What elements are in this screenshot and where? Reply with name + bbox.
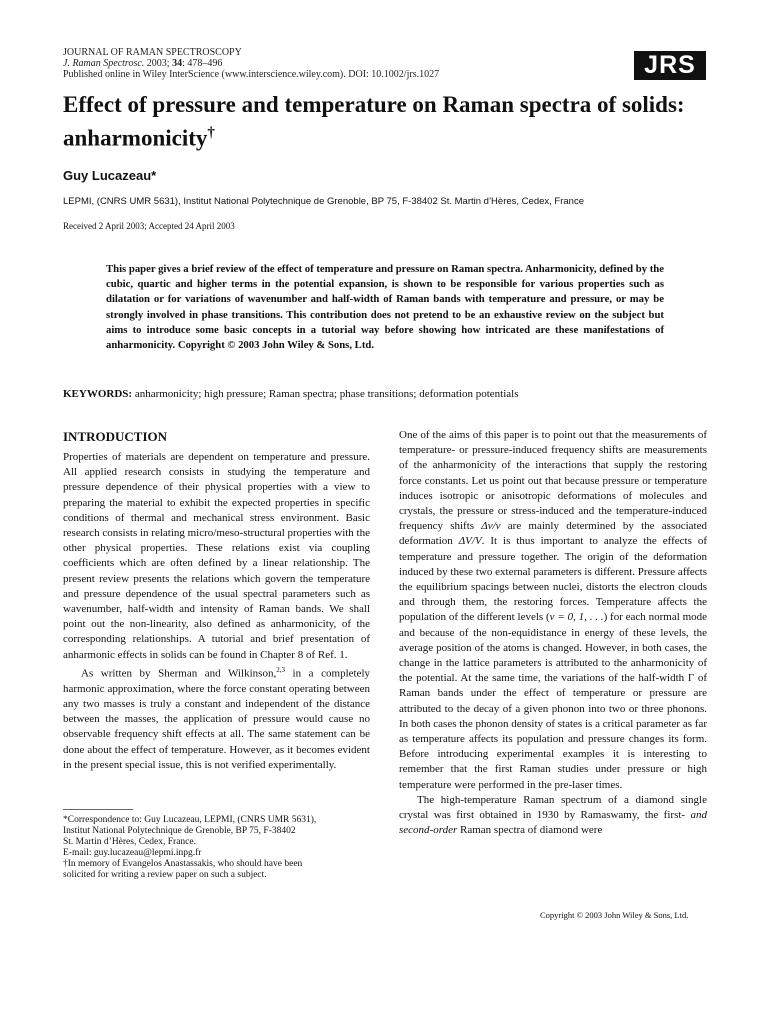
intro-paragraph-2: As written by Sherman and Wilkinson,$^{2,3}$ in a completely harmonic approximation, where the force constant operating between any two masses is truly a constant and independent of the distance between the masses, the application of pressure would cause no observable frequency shift effects at all. The same statement can be done about the effect of temperature. However, as it becomes evident in the present special issue, this is not verified experimentally.: [63, 665, 370, 771]
page-copyright: Copyright © 2003 John Wiley & Sons, Ltd.: [540, 910, 689, 920]
footnotes: [63, 815, 363, 881]
footnote-email: E-mail: guy.lucazeau@lepmi.inpg.fr: [63, 848, 202, 858]
title-dagger: †: [207, 125, 215, 141]
footnote-correspondence-2: Institut National Polytechnique de Grenoble, BP 75, F-38402: [63, 826, 296, 836]
journal-header: [63, 47, 439, 80]
citation-line: [63, 58, 439, 69]
author-name: Guy Lucazeau*: [63, 168, 157, 183]
math-volume-deformation: ΔV/V: [458, 535, 482, 548]
abstract: This paper gives a brief review of the effect of temperature and pressure on Raman spectra. Anharmonicity, defined by the cubic, quartic and higher terms in the potential expansion, is shown to be responsible for various properties such as dilatation or for variations of wavenumber and half-width of Raman bands with temperature and pressure, or may be strongly involved in phase transitions. This contribution does not pretend to be an exhaustive review on the subject but aims to introduce some basic concepts in a tutorial way before showing how intricated are these manifestations of anharmonicity. Copyright © 2003 John Wiley & Sons, Ltd.: [106, 263, 664, 352]
footnote-divider: [63, 809, 133, 810]
right-column: [399, 428, 707, 838]
jrs-logo: JRS: [634, 51, 706, 80]
math-freq-shift: Δν/ν: [481, 520, 501, 533]
left-column: [63, 450, 370, 773]
received-dates: Received 2 April 2003; Accepted 24 April 2003: [63, 221, 235, 231]
keywords: [63, 388, 519, 400]
intro-paragraph-1: Properties of materials are dependent on temperature and pressure. All applied research consists in studying the temperature and pressure dependence of their physical properties with a view to preparing the material to exhibit the expected properties in specific conditions of thermal and mechanical stress environment. Basic research consists in relating micro/meso-structural properties with the other physical properties. These relations exist via coupling coefficients which are often defined by a linear relationship. The present review presents the relations which govern the temperature and pressure dependence of the usual spectral parameters such as wavenumber, half-width and intensity of Raman bands. We shall point out the non-linearity, also defined as anharmonicity, of the corresponding relationships. A tutorial and brief presentation of anharmonic effects in solids can be found in Chapter 8 of Ref. 1.: [63, 451, 370, 661]
section-heading-introduction: INTRODUCTION: [63, 429, 168, 444]
math-levels: v = 0, 1, . . .: [549, 611, 604, 624]
journal-name: JOURNAL OF RAMAN SPECTROSCOPY: [63, 47, 242, 58]
footnote-dedication-1: †In memory of Evangelos Anastassakis, who should have been: [63, 859, 303, 869]
keywords-list: anharmonicity; high pressure; Raman spectra; phase transitions; deformation potentials: [132, 388, 519, 400]
footnote-dedication-2: solicited for writing a review paper on such a subject.: [63, 870, 267, 880]
intro-paragraph-3: One of the aims of this paper is to point out that the measurements of temperature- or pressure-induced frequency shifts are measurements of the anharmonicity of the interactions that supply the restoring force constants. Let us point out that because pressure or temperature induces isotropic or anisotropic deformations of molecules and crystals, the pressure or stress-induced and the temperature-induced frequency shifts Δν/ν are mainly determined by the associated deformation ΔV/V. It is thus important to analyze the effects of temperature and pressure together. The origin of the deformation induced by these two external parameters is different. Pressure affects the equilibrium spacings between nuclei, distorts the electron clouds and through them, the restoring forces. Temperature affects the population of the different levels (v = 0, 1, . . .) for each normal mode and because of the non-equidistance in energy of these levels, the average position of the atoms is changed. However, in both cases, the change in the lattice parameters is attributed to the anharmonicity of the potential. At the same time, the variations of the half-width Γ of Raman bands under the effect of temperature or pressure are attributed to the decay of a given phonon into two or three phonons. In both cases the phonon density of states is a critical parameter as far as temperature affects its population and pressure changes its form. Before introducing experimental examples it is interesting to remember that the first Raman studies under pressure or high temperature were performed in the pre-laser times.: [399, 429, 708, 791]
citation-journal: J. Raman Spectrosc.: [63, 58, 145, 69]
citation-volume: 34: [172, 58, 183, 69]
citation-pages: : 478–496: [182, 58, 223, 69]
citation-year: 2003;: [144, 58, 173, 69]
published-line: Published online in Wiley InterScience (www.interscience.wiley.com). DOI: 10.1002/jrs.1027: [63, 69, 440, 80]
article-title-text: Effect of pressure and temperature on Raman spectra of solids: anharmonicity: [63, 92, 685, 151]
intro-paragraph-4: The high-temperature Raman spectrum of a diamond single crystal was first obtained in 1930 by Ramaswamy, the first- and second-order Raman spectra of diamond were: [399, 793, 707, 837]
reference-superscript: 2,3: [276, 665, 285, 674]
article-title: [63, 90, 713, 153]
footnote-correspondence-1: *Correspondence to: Guy Lucazeau, LEPMI, (CNRS UMR 5631),: [63, 815, 317, 825]
author-affiliation: LEPMI, (CNRS UMR 5631), Institut National Polytechnique de Grenoble, BP 75, F-38402 St. Martin d’Hères, Cedex, France: [63, 196, 584, 207]
footnote-correspondence-3: St. Martin d’Hères, Cedex, France.: [63, 837, 196, 847]
keywords-label: KEYWORDS:: [63, 388, 133, 400]
